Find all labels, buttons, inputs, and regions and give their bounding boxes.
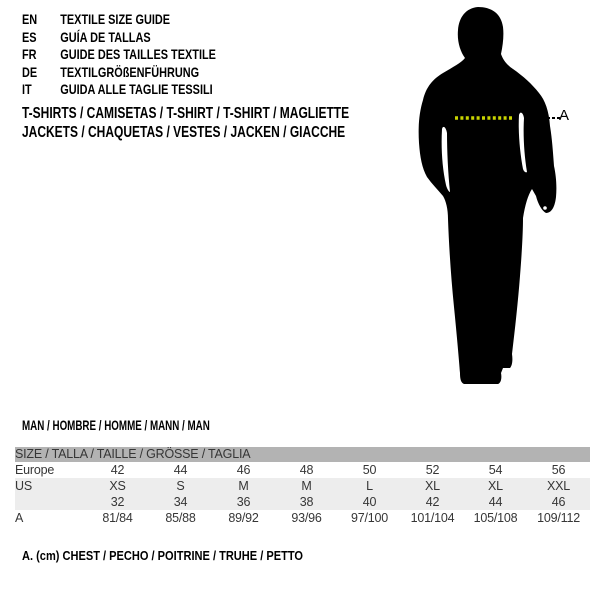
size-cell: 89/92 xyxy=(228,511,259,525)
measurement-label-a: A xyxy=(559,107,570,124)
size-cell: 46 xyxy=(236,463,251,477)
measurement-footnote: A. (cm) CHEST / PECHO / POITRINE / TRUHE / PETTO xyxy=(22,548,303,563)
size-table xyxy=(15,447,590,526)
garment-categories xyxy=(22,105,349,142)
man-silhouette xyxy=(415,5,580,390)
size-cell: 44 xyxy=(173,463,188,477)
size-cell: 36 xyxy=(236,495,251,509)
size-cell: 38 xyxy=(299,495,314,509)
language-title: TEXTILGRÖßENFÜHRUNG xyxy=(60,63,200,80)
size-cell: XL xyxy=(488,479,503,493)
size-cell: 44 xyxy=(488,495,503,509)
table-row-us-numbers xyxy=(15,494,590,510)
language-code: FR xyxy=(22,46,37,62)
size-cell: 52 xyxy=(425,463,440,477)
size-cell: 42 xyxy=(110,463,125,477)
size-cell: 48 xyxy=(299,463,314,477)
size-cell: XS xyxy=(109,479,126,493)
row-label xyxy=(15,494,86,510)
language-list xyxy=(22,11,216,99)
size-cell: 56 xyxy=(551,463,566,477)
silhouette-body xyxy=(419,7,557,384)
language-row-fr xyxy=(22,46,216,64)
language-row-it xyxy=(22,81,216,99)
hand-notch xyxy=(543,206,547,210)
size-cell: L xyxy=(366,479,373,493)
size-cell: 46 xyxy=(551,495,566,509)
size-cell: 54 xyxy=(488,463,503,477)
size-cell: 97/100 xyxy=(350,511,389,525)
language-title: GUIDA ALLE TAGLIE TESSILI xyxy=(60,81,213,97)
garment-line-tshirts: T-SHIRTS / CAMISETAS / T-SHIRT / T-SHIRT / MAGLIETTE xyxy=(22,105,350,122)
size-cell: 109/112 xyxy=(537,511,580,525)
size-cell: 105/108 xyxy=(473,511,518,525)
size-cell: 101/104 xyxy=(410,511,455,525)
language-title: GUÍA DE TALLAS xyxy=(60,28,151,45)
language-code: DE xyxy=(22,63,38,80)
row-label: A xyxy=(15,511,24,525)
size-cell: 40 xyxy=(362,495,377,509)
size-cell: M xyxy=(301,479,312,493)
size-cell: 50 xyxy=(362,463,377,477)
size-cell: XL xyxy=(425,479,440,493)
table-row-us-letters xyxy=(15,478,590,494)
language-code: ES xyxy=(22,28,37,45)
garment-line-jackets: JACKETS / CHAQUETAS / VESTES / JACKEN / GIACCHE xyxy=(22,123,346,141)
size-cell: S xyxy=(176,479,185,493)
size-cell: 93/96 xyxy=(291,511,322,525)
table-row-europe xyxy=(15,462,590,478)
row-label: US xyxy=(15,479,32,493)
size-cell: 81/84 xyxy=(102,511,133,525)
row-label: Europe xyxy=(15,463,55,477)
size-cell: M xyxy=(238,479,249,493)
size-cell: XXL xyxy=(547,479,571,493)
size-cell: 34 xyxy=(173,495,188,509)
size-cell: 85/88 xyxy=(165,511,196,525)
language-row-es xyxy=(22,29,216,47)
table-row-a-chest xyxy=(15,510,590,526)
language-title: TEXTILE SIZE GUIDE xyxy=(60,11,171,27)
language-title: GUIDE DES TAILLES TEXTILE xyxy=(60,46,216,62)
size-cell: 42 xyxy=(425,495,440,509)
section-title: MAN / HOMBRE / HOMME / MANN / MAN xyxy=(22,417,210,433)
language-row-en xyxy=(22,11,216,29)
size-table-header: SIZE / TALLA / TAILLE / GRÖSSE / TAGLIA xyxy=(15,447,590,462)
size-table-header-row xyxy=(15,447,590,462)
language-code: EN xyxy=(22,11,38,27)
size-cell: 32 xyxy=(110,495,125,509)
language-code: IT xyxy=(22,81,32,97)
language-row-de xyxy=(22,64,216,82)
